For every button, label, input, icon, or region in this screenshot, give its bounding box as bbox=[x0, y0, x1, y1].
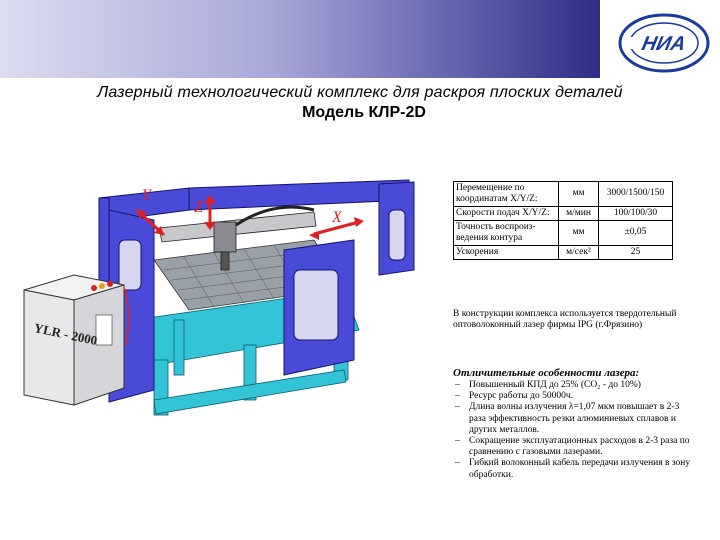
list-item: – Ресурс работы до 50000ч. bbox=[455, 391, 573, 402]
spec-param: Ускорения bbox=[454, 245, 559, 259]
spec-unit: мм bbox=[559, 182, 599, 207]
page-title-model: Модель КЛР-2D bbox=[302, 104, 426, 121]
logo-text: НИА bbox=[639, 33, 688, 55]
header-gradient-band bbox=[0, 0, 600, 78]
spec-param: Скорости подач X/Y/Z: bbox=[454, 206, 559, 220]
table-row bbox=[454, 220, 673, 245]
nia-logo bbox=[616, 10, 712, 76]
feature-text: Гибкий волоконный кабель передачи излучения в зону обработки. bbox=[469, 458, 691, 480]
page-title-line1: Лазерный технологический комплекс для раскроя плоских деталей bbox=[97, 84, 623, 101]
spec-param: Перемещение по координатам X/Y/Z: bbox=[454, 182, 559, 207]
spec-unit: м/мин bbox=[559, 206, 599, 220]
table-row bbox=[454, 206, 673, 220]
table-row bbox=[454, 245, 673, 259]
list-item: – Гибкий волоконный кабель передачи излучения в зону обработки. bbox=[455, 458, 691, 480]
spec-value: ±0,05 bbox=[599, 220, 673, 245]
axis-label-z: Z bbox=[194, 199, 203, 216]
spec-param: Точность воспроиз-ведения контура bbox=[454, 220, 559, 245]
spec-value: 3000/1500/150 bbox=[599, 182, 673, 207]
spec-unit: м/сек² bbox=[559, 245, 599, 259]
list-item: – Длина волны излучения λ=1,07 мкм повышает в 2-3 раза эффективность резки алюминиевых сплавов и других металлов. bbox=[455, 402, 680, 435]
feature-text: Длина волны излучения λ=1,07 мкм повышает в 2-3 раза эффективность резки алюминиевых сплавов и других металлов. bbox=[469, 402, 680, 435]
spec-value: 100/100/30 bbox=[599, 206, 673, 220]
specs-table bbox=[453, 181, 673, 260]
features-list bbox=[453, 380, 693, 481]
axis-label-x: X bbox=[332, 209, 342, 226]
feature-text: Ресурс работы до 50000ч. bbox=[469, 391, 573, 402]
table-row bbox=[454, 182, 673, 207]
generator-label: YLR - 2000 bbox=[32, 320, 99, 349]
axis-label-y: Y bbox=[142, 187, 151, 204]
laser-note: В конструкции комплекса используется твердотельный оптоволоконный лазер фирмы IPG (г.Фрязино) bbox=[453, 309, 677, 331]
spec-unit: мм bbox=[559, 220, 599, 245]
laser-complex-illustration bbox=[14, 170, 434, 440]
feature-text: Повышенный КПД до 25% (CO₂ - до 10%) bbox=[469, 380, 641, 390]
feature-text: Сокращение эксплуатационных расходов в 2-3 раза по сравнению с газовыми лазерами. bbox=[469, 436, 690, 458]
list-item: – Сокращение эксплуатационных расходов в 2-3 раза по сравнению с газовыми лазерами. bbox=[455, 436, 690, 458]
spec-value: 25 bbox=[599, 245, 673, 259]
list-item: – Повышенный КПД до 25% (CO₂ - до 10%) bbox=[455, 380, 641, 390]
features-title: Отличительные особенности лазера: bbox=[453, 367, 640, 379]
